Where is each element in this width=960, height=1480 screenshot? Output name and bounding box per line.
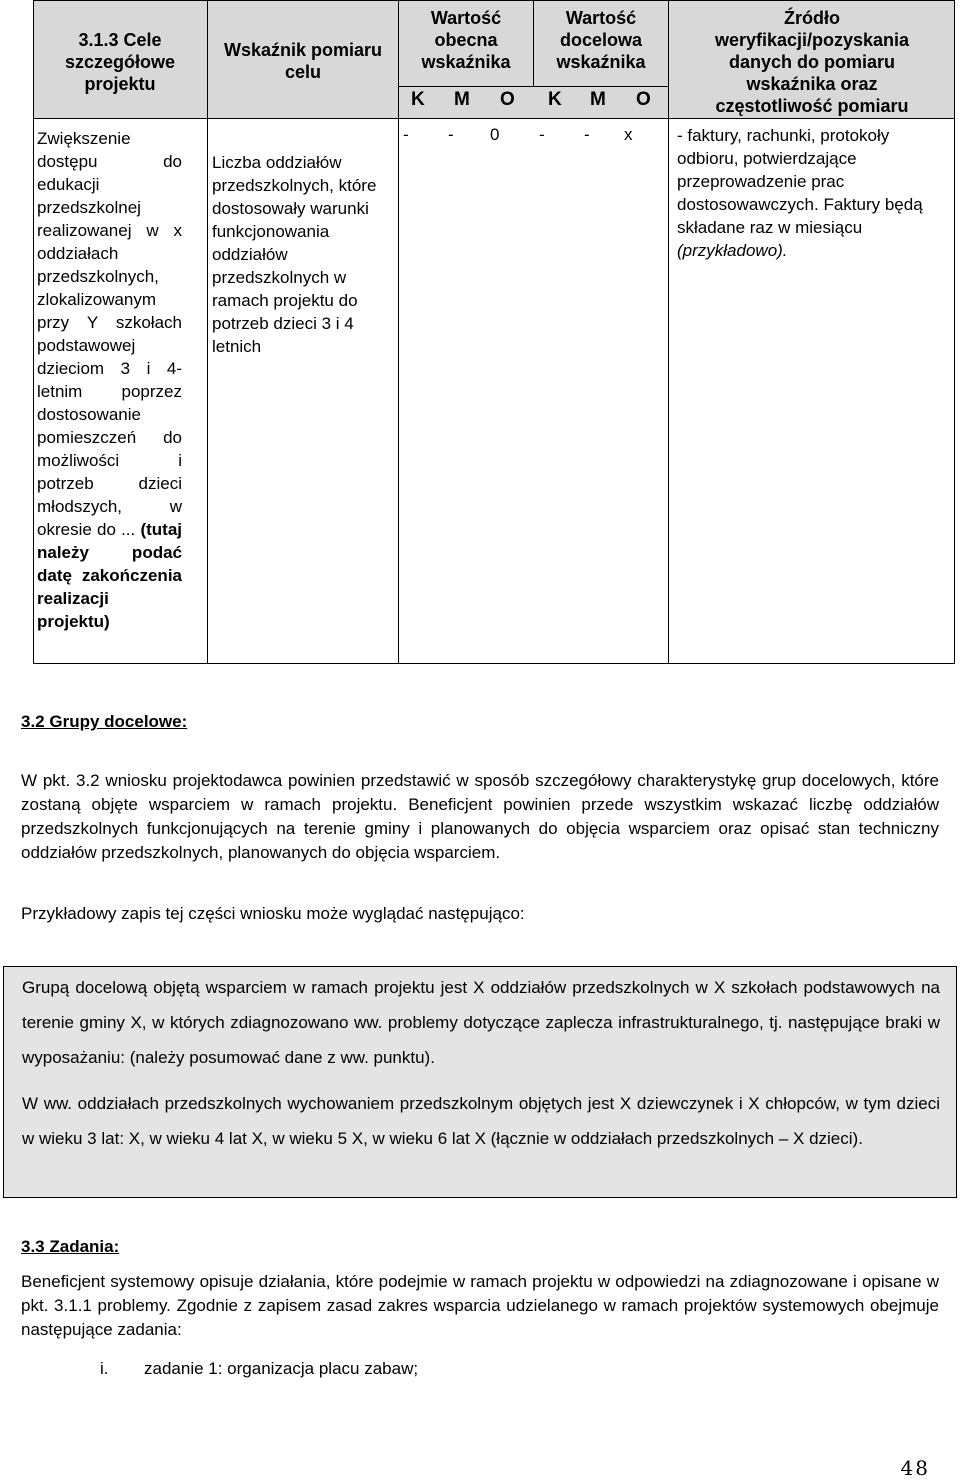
section-3-3-paragraph: Beneficjent systemowy opisuje działania, które podejmie w ramach projektu w odpowiedzi na zdiagnozowane i opisane w pkt. 3.1.1 problemy. Zgodnie z zapisem zasad zakres wsparcia udzielanego w ramach projektów systemowych obejmuje następujące zadania: bbox=[21, 1272, 939, 1339]
col-divider-2 bbox=[398, 0, 399, 664]
table-border-bottom bbox=[33, 663, 954, 664]
col-divider-3 bbox=[533, 0, 534, 86]
goal-cell bbox=[37, 127, 182, 633]
example-box bbox=[3, 966, 957, 1198]
example-paragraph-1: Grupą docelową objętą wsparciem w ramach projektu jest X oddziałów przedszkolnych w X szkołach podstawowych na terenie gminy X, w których zdiagnozowano ww. problemy dotyczące zaplecza infrastrukturalnego, tj. następujące braki w wyposażaniu: (należy posumować dane z ww. punktu). bbox=[22, 978, 940, 1067]
list-item: zadanie 1: organizacja placu zabaw; bbox=[144, 1359, 419, 1378]
example-paragraph-2: W ww. oddziałach przedszkolnych wychowaniem przedszkolnym objętych jest X dziewczynek i X chłopców, w tym dzieci w wieku 3 lat: X, w wieku 4 lat X, w wieku 5 X, w wieku 6 lat X (łącznie w oddziałach przedszkolnych – X dzieci). bbox=[22, 1094, 940, 1148]
list-marker: i. bbox=[100, 1359, 109, 1378]
value-cell: - bbox=[539, 125, 545, 144]
value-cell: 0 bbox=[490, 125, 500, 144]
km-label: M bbox=[590, 89, 606, 110]
value-cell: - bbox=[448, 125, 454, 144]
value-cell: - bbox=[403, 125, 409, 144]
source-note: (przykładowo). bbox=[677, 241, 788, 260]
source-cell bbox=[677, 124, 951, 262]
section-3-2-example-intro: Przykładowy zapis tej części wniosku może wyglądać następująco: bbox=[21, 904, 525, 923]
header-goals: 3.1.3 Cele szczegółowe projektu bbox=[64, 30, 176, 94]
indicator-text: Liczba oddziałów przedszkolnych, które dostosowały warunki funkcjonowania oddziałów przedszkolnych w ramach projektu do potrzeb dzieci 3 i 4 letnich bbox=[212, 153, 377, 356]
section-3-2-paragraph: W pkt. 3.2 wniosku projektodawca powinien przedstawić w sposób szczegółowy charakterystykę grup docelowych, które zostaną objęte wsparciem w ramach projektu. Beneficjent powinien przede wszystkim wskazać liczbę oddziałów przedszkolnych funkcjonujących na terenie gminy i planowanych do objęcia wsparciem oraz opisać stan techniczny oddziałów przedszkolnych, planowanych do objęcia wsparciem. bbox=[21, 771, 939, 862]
page-number: 48 bbox=[900, 1456, 930, 1480]
header-target-value: Wartość docelowa wskaźnika bbox=[556, 8, 646, 72]
table-header-divider bbox=[33, 118, 954, 119]
header-source: Źródło weryfikacji/pozyskania danych do pomiaru wskaźnika oraz częstotliwość pomiaru bbox=[714, 8, 910, 116]
km-label: O bbox=[636, 89, 651, 110]
value-cell: x bbox=[624, 125, 633, 144]
km-label: M bbox=[454, 89, 470, 110]
header-current-value: Wartość obecna wskaźnika bbox=[421, 8, 511, 72]
header-indicator: Wskaźnik pomiaru celu bbox=[223, 40, 383, 82]
table-border-right bbox=[954, 0, 955, 664]
value-subheader-divider bbox=[398, 86, 668, 87]
section-3-3-heading: 3.3 Zadania: bbox=[21, 1237, 120, 1256]
col-divider-1 bbox=[207, 0, 208, 664]
col-divider-4 bbox=[668, 0, 669, 664]
km-label: K bbox=[411, 89, 425, 110]
section-3-2-heading: 3.2 Grupy docelowe: bbox=[21, 712, 188, 731]
km-label: O bbox=[500, 89, 515, 110]
goal-note: (tutaj należy podać datę zakończenia realizacji projektu) bbox=[37, 520, 182, 631]
km-label: K bbox=[548, 89, 562, 110]
table-border-left bbox=[33, 0, 34, 664]
source-text: - faktury, rachunki, protokoły odbioru, potwierdzające przeprowadzenie prac dostosowawczych. Faktury będą składane raz w miesiącu bbox=[677, 126, 923, 237]
goal-text: Zwiększenie dostępu do edukacji przedszkolnej realizowanej w x oddziałach przedszkolnych, zlokalizowanym przy Y szkołach podstawowej dzieciom 3 i 4-letnim poprzez dostosowanie pomieszczeń do możliwości i potrzeb dzieci młodszych, w okresie do ... bbox=[37, 129, 182, 539]
table-border-top bbox=[33, 0, 954, 1]
value-cell: - bbox=[584, 125, 590, 144]
